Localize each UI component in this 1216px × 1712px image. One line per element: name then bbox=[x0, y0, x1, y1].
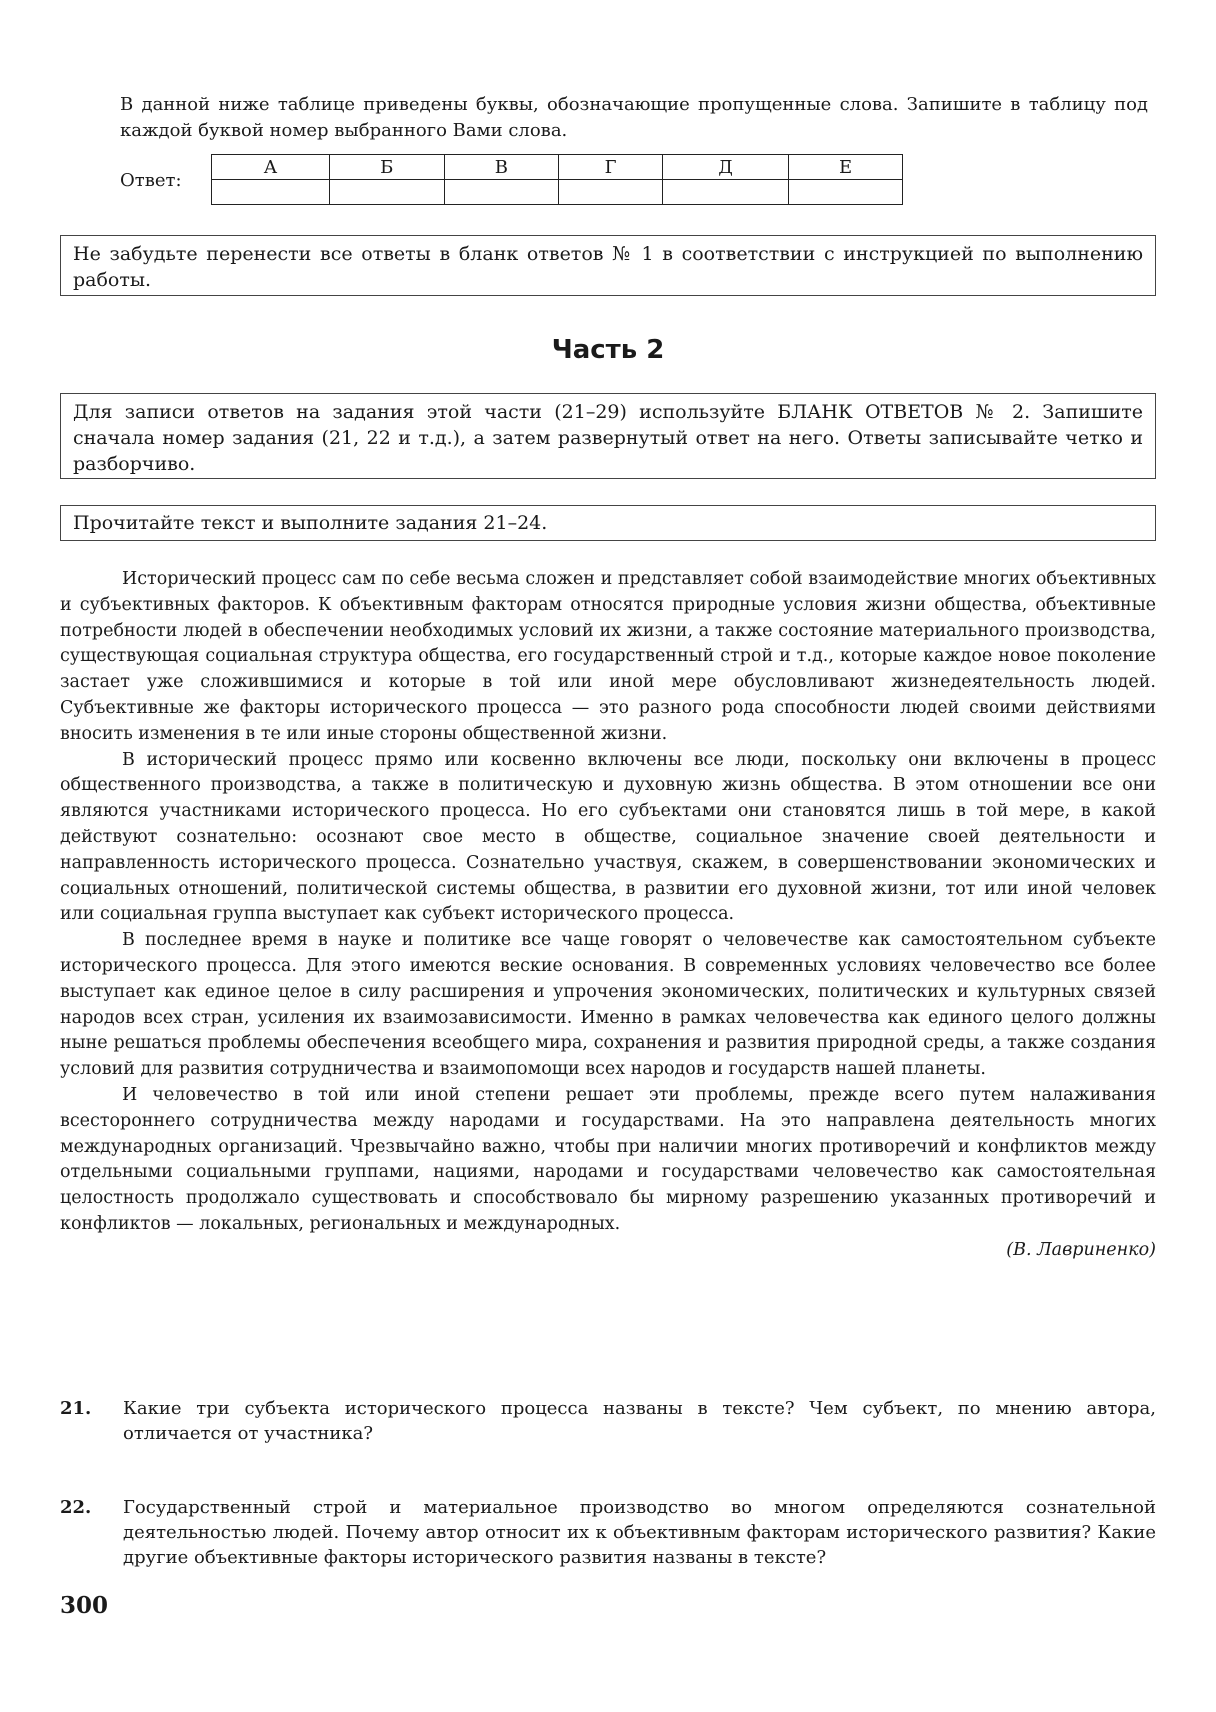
page-number: 300 bbox=[60, 1592, 109, 1619]
text-author: (В. Лавриненко) bbox=[1006, 1239, 1156, 1260]
answer-table-input-row bbox=[212, 180, 903, 205]
reading-text bbox=[60, 567, 1156, 1264]
question-22 bbox=[60, 1495, 1156, 1570]
answer-cell-b[interactable] bbox=[329, 180, 444, 205]
part-instructions-box: Для записи ответов на задания этой части (21–29) используйте БЛАНК ОТВЕТОВ № 2. Запишите сначала номер задания (21, 22 и т.д.), а затем развернутый ответ на него. Ответы записывайте четко и разборчиво. bbox=[60, 393, 1156, 479]
answer-letter-d: Д bbox=[663, 155, 789, 180]
text-paragraph: В последнее время в науке и политике все чаще говорят о человечестве как самостоятельном субъекте исторического процесса. Для этого имеются веские основания. В современных условиях человечество все более выступает как единое целое в силу расширения и упрочения экономических, политических и культурных связей народов всех стран, усиления их взаимозависимости. Именно в рамках человечества как единого целого должны ныне решаться проблемы обеспечения всеобщего мира, сохранения и развития природной среды, а также создания условий для развития сотрудничества и взаимопомощи всех народов и государств нашей планеты. bbox=[60, 930, 1156, 1080]
text-paragraph: В исторический процесс прямо или косвенно включены все люди, поскольку они включены в процесс общественного производства, а также в политическую и духовную жизнь общества. В этом отношении все они являются участниками исторического процесса. Но его субъектами они становятся лишь в той мере, в какой действуют сознательно: осознают свое место в обществе, социальное значение своей деятельности и направленность исторического процесса. Сознательно участвуя, скажем, в совершенствовании экономических и социальных отношений, политической системы общества, в развитии его духовной жизни, тот или иной человек или социальная группа выступает как субъект исторического процесса. bbox=[60, 749, 1156, 925]
text-paragraph: И человечество в той или иной степени решает эти проблемы, прежде всего путем налаживания всестороннего сотрудничества между народами и государствами. На это направлена деятельность многих международных организаций. Чрезвычайно важно, чтобы при наличии многих противоречий и конфликтов между отдельными социальными группами, нациями, народами и государствами человечество как самостоятельная целостность продолжало существовать и способствовало бы мирному разрешению указанных противоречий и конфликтов — локальных, региональных и международных. bbox=[60, 1084, 1156, 1234]
answer-letter-g: Г bbox=[559, 155, 663, 180]
question-21 bbox=[60, 1396, 1156, 1446]
reminder-box: Не забудьте перенести все ответы в бланк ответов № 1 в соответствии с инструкцией по выполнению работы. bbox=[60, 235, 1156, 296]
task-instruction: В данной ниже таблице приведены буквы, обозначающие пропущенные слова. Запишите в таблицу под каждой буквой номер выбранного Вами слова. bbox=[120, 94, 1148, 141]
answer-letter-b: Б bbox=[329, 155, 444, 180]
answer-cell-e[interactable] bbox=[789, 180, 903, 205]
answer-letter-v: В bbox=[444, 155, 559, 180]
question-text: Государственный строй и материальное производство во многом определяются сознательной деятельностью людей. Почему автор относит их к объективным факторам исторического развития? Какие другие объективные факторы исторического развития названы в тексте? bbox=[123, 1497, 1156, 1568]
text-paragraph: Исторический процесс сам по себе весьма сложен и представляет собой взаимодействие многих объективных и субъективных факторов. К объективным факторам относятся природные условия жизни общества, объективные потребности людей в обеспечении необходимых условий их жизни, а также состояние материального производства, существующая социальная структура общества, его государственный строй и т.д., которые каждое новое поколение застает уже сложившимися и которые в той или иной мере обусловливают жизнедеятельность людей. Субъективные же факторы исторического процесса — это разного рода способности людей своими действиями вносить изменения в те или иные стороны общественной жизни. bbox=[60, 569, 1156, 744]
answer-letter-e: Е bbox=[789, 155, 903, 180]
question-text: Какие три субъекта исторического процесса названы в тексте? Чем субъект, по мнению автора, отличается от участника? bbox=[123, 1398, 1156, 1444]
answer-table bbox=[211, 154, 903, 205]
question-number: 21. bbox=[60, 1398, 92, 1419]
answer-label: Ответ: bbox=[120, 170, 182, 191]
answer-cell-d[interactable] bbox=[663, 180, 789, 205]
part-title: Часть 2 bbox=[551, 335, 665, 365]
answer-cell-a[interactable] bbox=[212, 180, 330, 205]
answer-cell-g[interactable] bbox=[559, 180, 663, 205]
question-number: 22. bbox=[60, 1497, 92, 1518]
answer-letter-a: А bbox=[212, 155, 330, 180]
read-instruction-box: Прочитайте текст и выполните задания 21–24. bbox=[60, 505, 1156, 541]
answer-table-header-row bbox=[212, 155, 903, 180]
answer-cell-v[interactable] bbox=[444, 180, 559, 205]
